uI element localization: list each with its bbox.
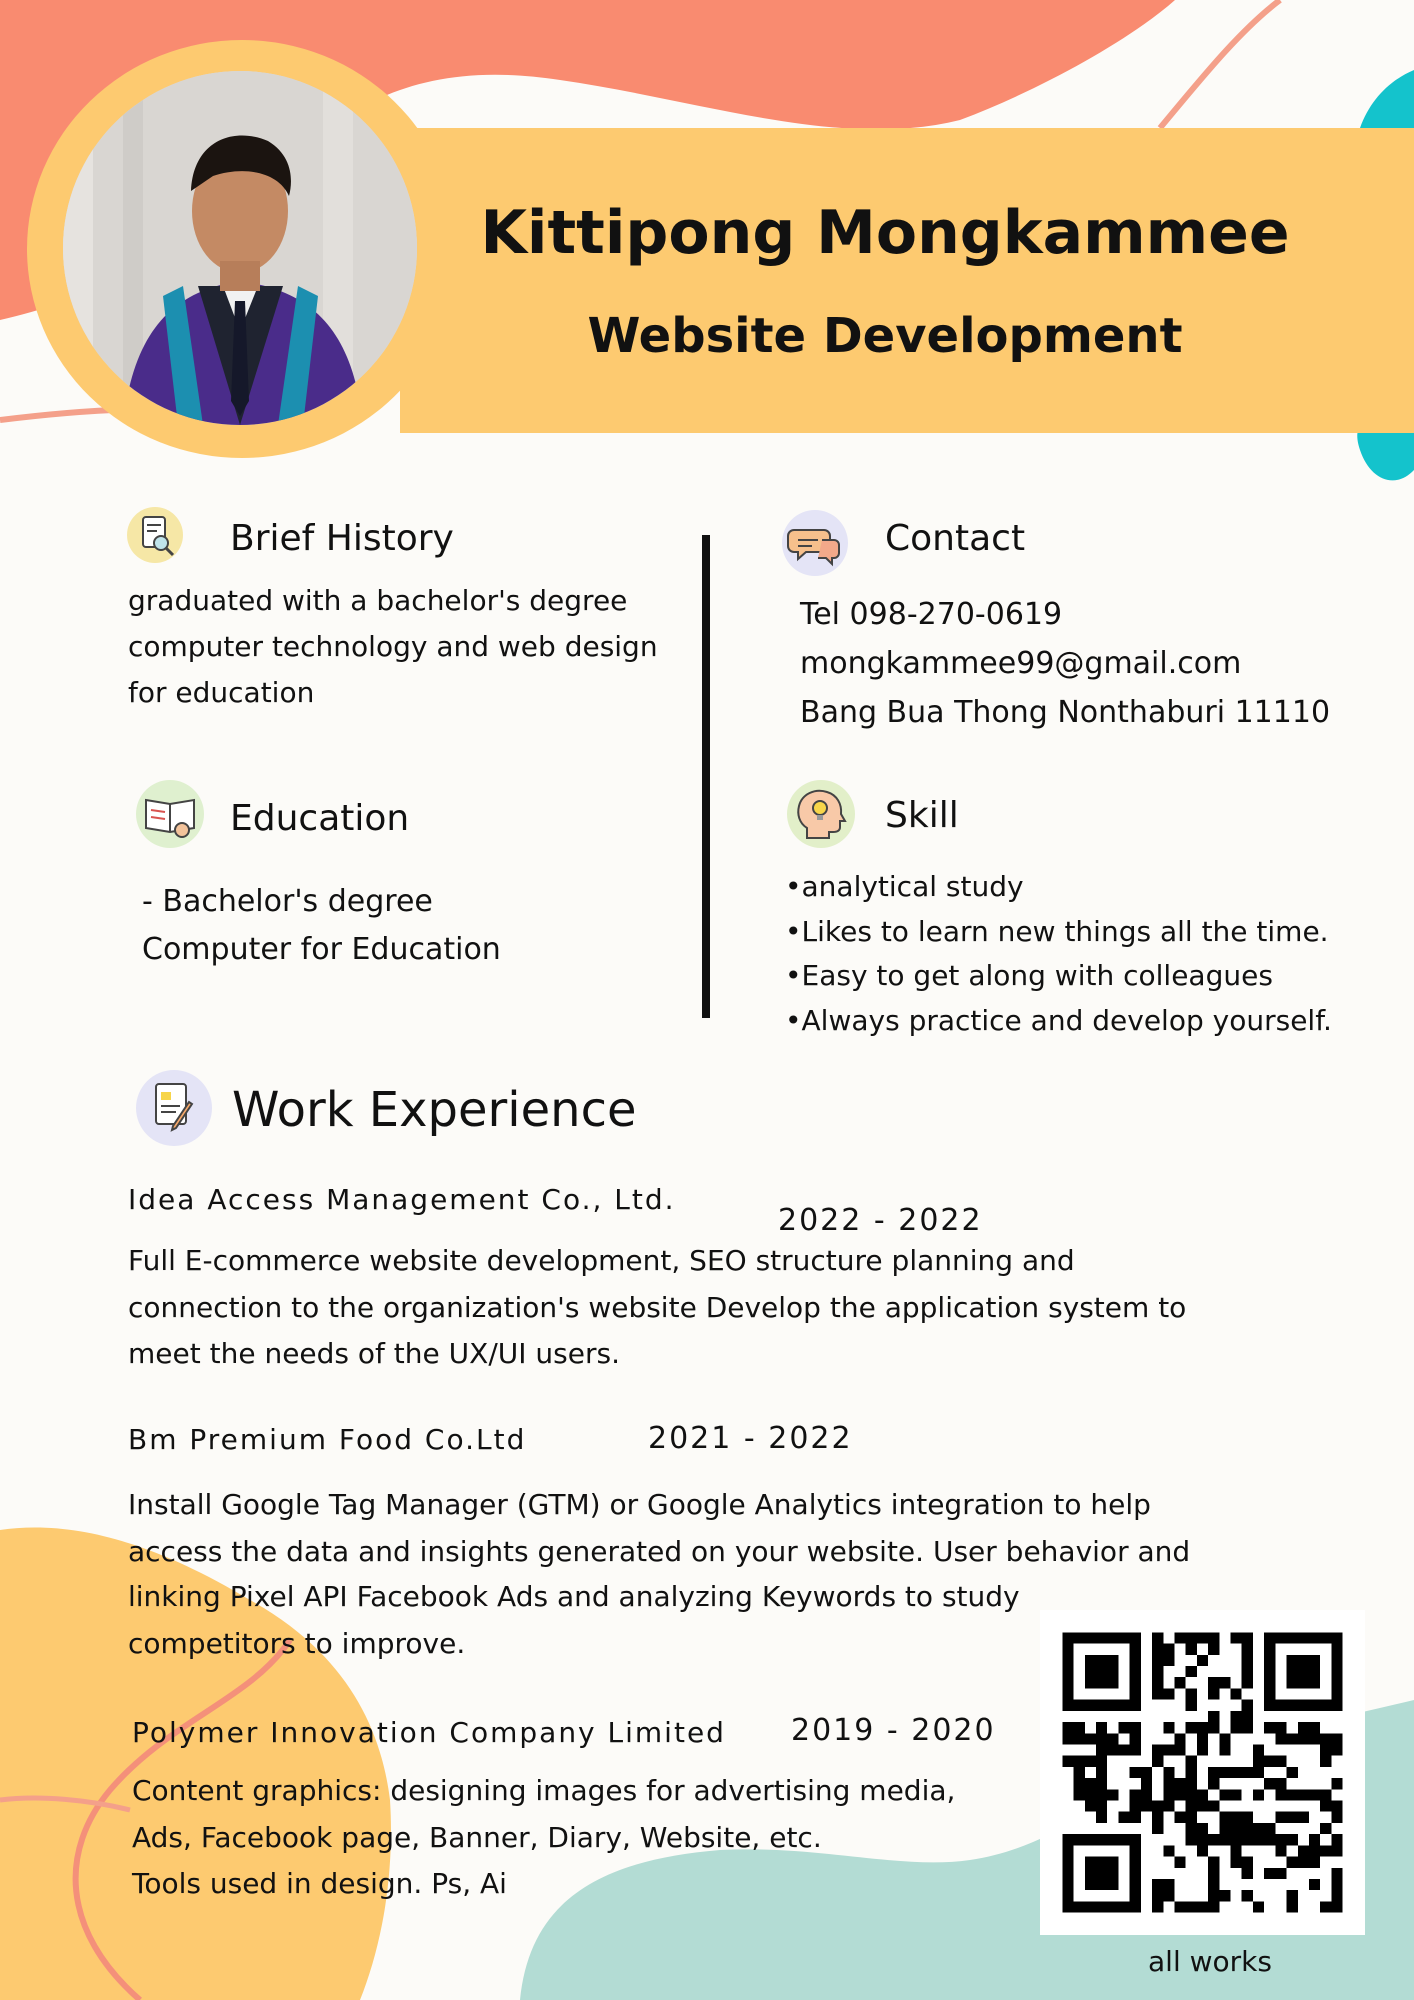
brief-history-heading: Brief History: [230, 518, 454, 559]
qr-code-icon: [1040, 1610, 1365, 1935]
contact-phone: Tel 098-270-0619: [800, 597, 1063, 632]
document-pencil-icon: [136, 1070, 212, 1146]
contact-email: mongkammee99@gmail.com: [800, 646, 1242, 681]
job-company: Bm Premium Food Co.Ltd: [128, 1423, 527, 1456]
profile-photo: [63, 71, 417, 425]
coral-line-right: [1160, 0, 1280, 128]
contact-heading: Contact: [885, 518, 1026, 559]
job-description-line: linking Pixel API Facebook Ads and analyzing Keywords to study: [128, 1580, 1020, 1613]
brief-history-line: computer technology and web design: [128, 630, 658, 663]
job-description-line: connection to the organization's website Develop the application system to: [128, 1291, 1187, 1324]
document-magnifier-icon: [127, 507, 183, 563]
skill-heading: Skill: [885, 795, 959, 836]
column-divider: [702, 535, 710, 1018]
qr-caption: all works: [1148, 1945, 1272, 1978]
education-line: Computer for Education: [142, 932, 501, 967]
head-lightbulb-icon: [787, 780, 855, 848]
job-years: 2022 - 2022: [778, 1203, 983, 1238]
job-years: 2019 - 2020: [791, 1713, 996, 1748]
header-banner: [400, 128, 1414, 433]
job-company: Polymer Innovation Company Limited: [132, 1716, 726, 1749]
job-description-line: meet the needs of the UX/UI users.: [128, 1337, 620, 1370]
skill-item: •analytical study: [785, 870, 1024, 903]
job-description-line: Install Google Tag Manager (GTM) or Google Analytics integration to help: [128, 1488, 1151, 1521]
education-heading: Education: [230, 798, 410, 839]
brief-history-line: for education: [128, 676, 315, 709]
skill-item: •Always practice and develop yourself.: [785, 1004, 1332, 1037]
job-description-line: Content graphics: designing images for advertising media,: [132, 1774, 956, 1807]
skill-item: •Easy to get along with colleagues: [785, 959, 1273, 992]
open-book-icon: [136, 780, 204, 848]
qr-code[interactable]: [1040, 1610, 1365, 1935]
job-description-line: competitors to improve.: [128, 1627, 466, 1660]
job-years: 2021 - 2022: [648, 1421, 853, 1456]
job-description-line: Full E-commerce website development, SEO structure planning and: [128, 1244, 1075, 1277]
job-title: Website Development: [587, 308, 1183, 364]
person-name: Kittipong Mongkammee: [480, 198, 1290, 268]
education-line: - Bachelor's degree: [142, 884, 433, 919]
brief-history-line: graduated with a bachelor's degree: [128, 584, 628, 617]
job-description-line: Ads, Facebook page, Banner, Diary, Website, etc.: [132, 1821, 822, 1854]
skill-item: •Likes to learn new things all the time.: [785, 915, 1329, 948]
job-company: Idea Access Management Co., Ltd.: [128, 1183, 676, 1216]
job-description-line: access the data and insights generated on your website. User behavior and: [128, 1535, 1191, 1568]
contact-address: Bang Bua Thong Nonthaburi 11110: [800, 695, 1331, 730]
job-description-line: Tools used in design. Ps, Ai: [132, 1867, 507, 1900]
work-experience-heading: Work Experience: [232, 1082, 637, 1138]
chat-bubbles-icon: [782, 510, 848, 576]
